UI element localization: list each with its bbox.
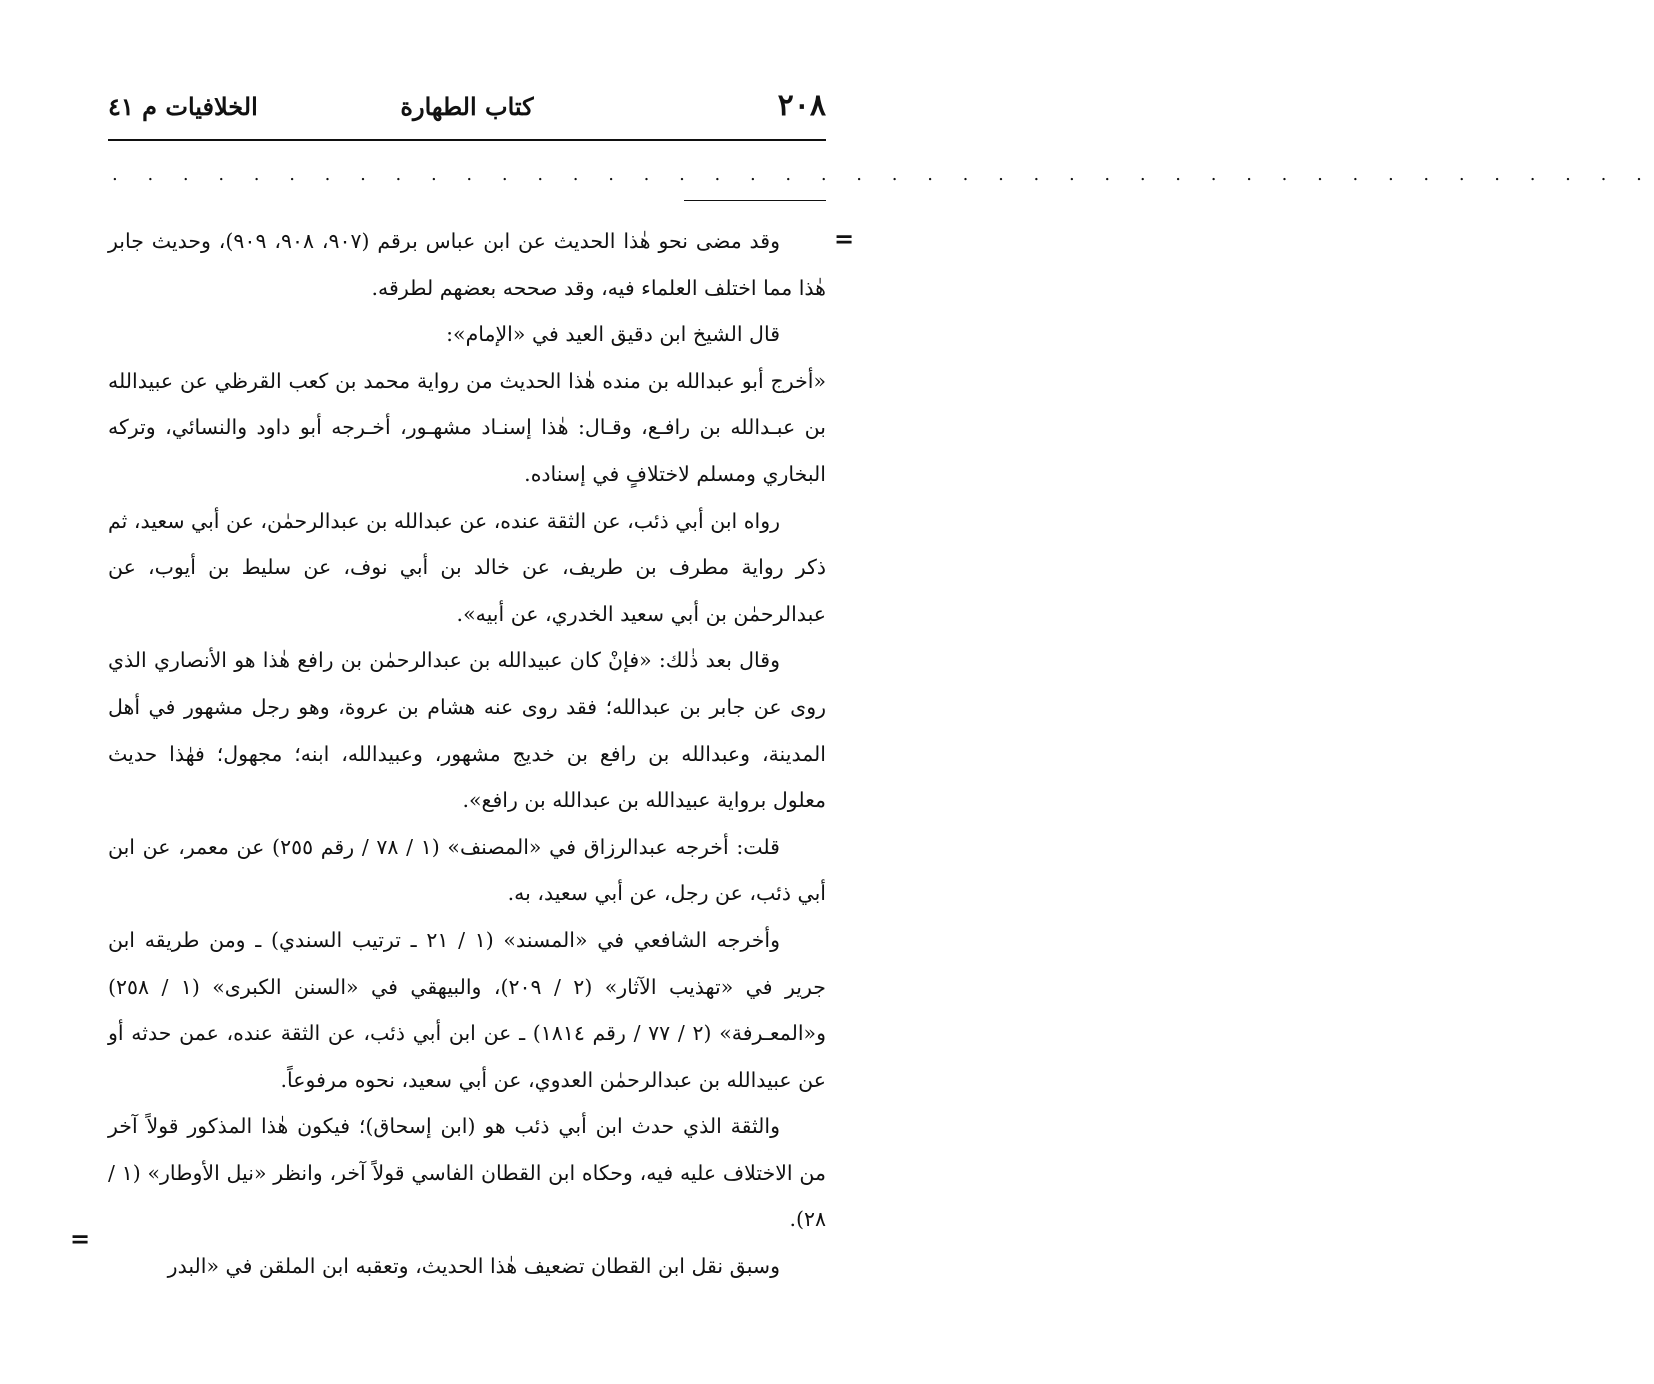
paragraph-9: وسبق نقل ابن القطان تضعيف هٰذا الحديث، وتعقبه ابن الملقن في «البدر (167, 1254, 780, 1279)
book-section-title: كتاب الطهارة (400, 92, 534, 121)
paragraph-1: وقد مضى نحو هٰذا الحديث عن ابن عباس برقم (٩٠٧، ٩٠٨، ٩٠٩)، وحديث جابر هٰذا مما اختلف العلماء فيه، وقد صححه بعضهم لطرقه. (108, 229, 826, 300)
footnote-body (108, 218, 826, 1290)
paragraph-6: قلت: أخرجه عبدالرزاق في «المصنف» (١ / ٧٨ / رقم ٢٥٥) عن معمر، عن ابن أبي ذئب، عن رجل، عن أبي سعيد، به. (108, 834, 826, 906)
paragraph-5: وقال بعد ذٰلك: «فإنْ كان عبيدالله بن عبدالرحمٰن بن رافع هٰذا هو الأنصاري الذي روى عن جابر بن عبدالله؛ فقد روى عنه هشام بن عروة، وهو رجل مشهور في أهل المدينة، وعبدالله بن رافع بن خديج مشهور، وعبيدالله، ابنه؛ مجهول؛ فهٰذا حديث معلول برواية عبيدالله بن عبدالله بن رافع». (108, 648, 826, 813)
footnote-separator (684, 200, 826, 201)
footnote-dots: . . . . . . . . . . . . . . . . . . . . . . . . . . . . . . . . . . . . . . . . . . . . (112, 164, 1654, 185)
header-rule (108, 139, 826, 141)
running-title: الخلافيات م ٤١ (108, 92, 258, 121)
paragraph-4: رواه ابن أبي ذئب، عن الثقة عنده، عن عبدالله بن عبدالرحمٰن، عن أبي سعيد، ثم ذكر رواية مطرف بن طريف، عن خالد بن أبي نوف، عن سليط بن أيوب، عن عبدالرحمٰن بن أبي سعيد الخدري، عن أبيه». (108, 508, 826, 626)
page-header (108, 88, 826, 128)
paragraph-2: قال الشيخ ابن دقيق العيد في «الإمام»: (446, 322, 780, 347)
paragraph-3: «أخرج أبو عبدالله بن منده هٰذا الحديث من رواية محمد بن كعب القرظي عن عبيدالله بن عبـدالله بن رافـع، وقـال: هٰذا إسنـاد مشهـور، أخـرجه أبو داود والنسائي، وتركه البخاري ومسلم لاختلافٍ في إسناده. (108, 368, 826, 486)
paragraph-7: وأخرجه الشافعي في «المسند» (١ / ٢١ ـ ترتيب السندي) ـ ومن طريقه ابن جرير في «تهذيب الآثار» (٢ / ٢٠٩)، والبيهقي في «السنن الكبرى» (١ / ٢٥٨) و«المعـرفة» (٢ / ٧٧ / رقم ١٨١٤) ـ عن ابن أبي ذئب، عن الثقة عنده، عمن حدثه أو عن عبيدالله بن عبدالرحمٰن العدوي، عن أبي سعيد، نحوه مرفوعاً. (108, 927, 826, 1092)
page-number: ٢٠٨ (777, 88, 826, 123)
paragraph-8: والثقة الذي حدث ابن أبي ذئب هو (ابن إسحاق)؛ فيكون هٰذا المذكور قولاً آخر من الاختلاف عليه فيه، وحكاه ابن القطان الفاسي قولاً آخر، وانظر «نيل الأوطار» (١ / ٢٨). (108, 1114, 826, 1232)
continuation-mark-top: = (834, 224, 855, 253)
continuation-mark-bottom: = (70, 1224, 91, 1253)
